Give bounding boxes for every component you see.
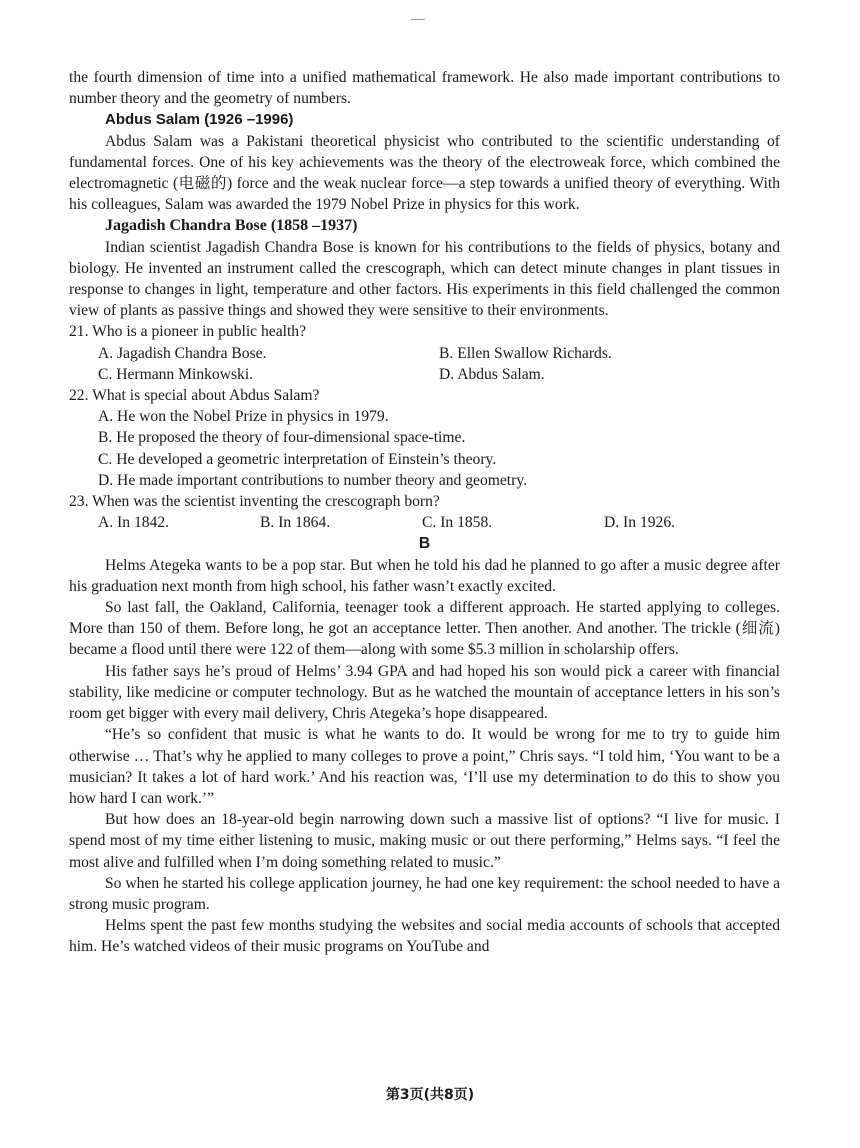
option-21-d: D. Abdus Salam.: [439, 365, 545, 383]
salam-heading: Abdus Salam (1926 –1996): [105, 111, 294, 129]
option-21-c: C. Hermann Minkowski.: [98, 365, 254, 383]
question-23-options: [69, 512, 780, 533]
passage-b-title: B: [418, 535, 431, 553]
option-23-c: C. In 1858.: [422, 514, 493, 532]
question-21-options-row-1: [69, 343, 780, 364]
passage-b-paragraph-4: “He’s so confident that music is what he wants to do. It would be wrong for me to try to guide him otherwise … That’s why he applied to many colleges to prove a point,” Chris says. “I told him, ‘You want to be a musician? It takes a lot of hard work.’ And his reaction was, ‘I’ll use my determination to do this to show you how hard I can work.’”: [69, 726, 780, 807]
passage-a-intro: the fourth dimension of time into a unified mathematical framework. He also made important contributions to number theory and the geometry of numbers.: [69, 69, 780, 108]
passage-b-paragraph-3: His father says he’s proud of Helms’ 3.94 GPA and had hoped his son would pick a career with financial stability, like medicine or computer technology. But as he watched the mountain of acceptance letters in his son’s room get bigger with every mail delivery, Chris Ategeka’s hope disappeared.: [69, 662, 780, 723]
option-22-b: B. He proposed the theory of four-dimensional space-time.: [98, 429, 466, 447]
bose-paragraph: Indian scientist Jagadish Chandra Bose is known for his contributions to the fields of physics, botany and biology. He invented an instrument called the crescograph, which can detect minute changes in plant tissues in response to changes in light, temperature and other factors. His experiments in this field challenged the common view of plants as passive things and showed they were sensitive to their environments.: [69, 238, 780, 320]
option-23-b: B. In 1864.: [260, 514, 331, 532]
option-21-a: A. Jagadish Chandra Bose.: [98, 344, 267, 362]
option-22-c: C. He developed a geometric interpretation of Einstein’s theory.: [98, 450, 497, 468]
option-23-d: D. In 1926.: [604, 514, 676, 532]
question-22: 22. What is special about Abdus Salam?: [69, 387, 320, 405]
salam-paragraph: Abdus Salam was a Pakistani theoretical physicist who contributed to the scientific understanding of fundamental forces. One of his key achievements was the theory of the electroweak force, which combined the electromagnetic (电磁的) force and the weak nuclear force—a step towards a unified theory of everything. With his colleagues, Salam was awarded the 1979 Nobel Prize in physics for this work.: [69, 132, 780, 214]
passage-b-paragraph-2: So last fall, the Oakland, California, teenager took a different approach. He started applying to colleges. More than 150 of them. Before long, he got an acceptance letter. Then another. And another. The trickle (细流) became a flood until there were 122 of them—along with some $5.3 million in scholarship offers.: [69, 599, 780, 659]
question-21-options-row-2: [69, 364, 780, 385]
question-23: 23. When was the scientist inventing the crescograph born?: [69, 493, 440, 511]
passage-b-paragraph-7: Helms spent the past few months studying the websites and social media accounts of schools that accepted him. He’s watched videos of their music programs on YouTube and: [69, 917, 780, 956]
top-mark: [411, 19, 425, 20]
option-23-a: A. In 1842.: [98, 514, 170, 532]
option-21-b: B. Ellen Swallow Richards.: [439, 344, 612, 362]
option-22-a: A. He won the Nobel Prize in physics in 1979.: [98, 408, 389, 426]
question-21: 21. Who is a pioneer in public health?: [69, 323, 307, 341]
option-22-d: D. He made important contributions to number theory and geometry.: [98, 471, 528, 489]
bose-heading: Jagadish Chandra Bose (1858 –1937): [105, 217, 358, 235]
passage-b-paragraph-6: So when he started his college application journey, he had one key requirement: the school needed to have a strong music program.: [69, 874, 780, 913]
page-content: [69, 67, 780, 958]
passage-b-paragraph-5: But how does an 18-year-old begin narrowing down such a massive list of options? “I live for music. I spend most of my time either listening to music, making music or out there performing,” Helms says. “I feel the most alive and fulfilled when I’m doing something related to music.”: [69, 811, 780, 871]
passage-b-paragraph-1: Helms Ategeka wants to be a pop star. But when he told his dad he planned to go after a music degree after his graduation next month from high school, his father wasn’t exactly excited.: [69, 556, 780, 595]
page-number: 第3页(共8页): [385, 1087, 475, 1103]
